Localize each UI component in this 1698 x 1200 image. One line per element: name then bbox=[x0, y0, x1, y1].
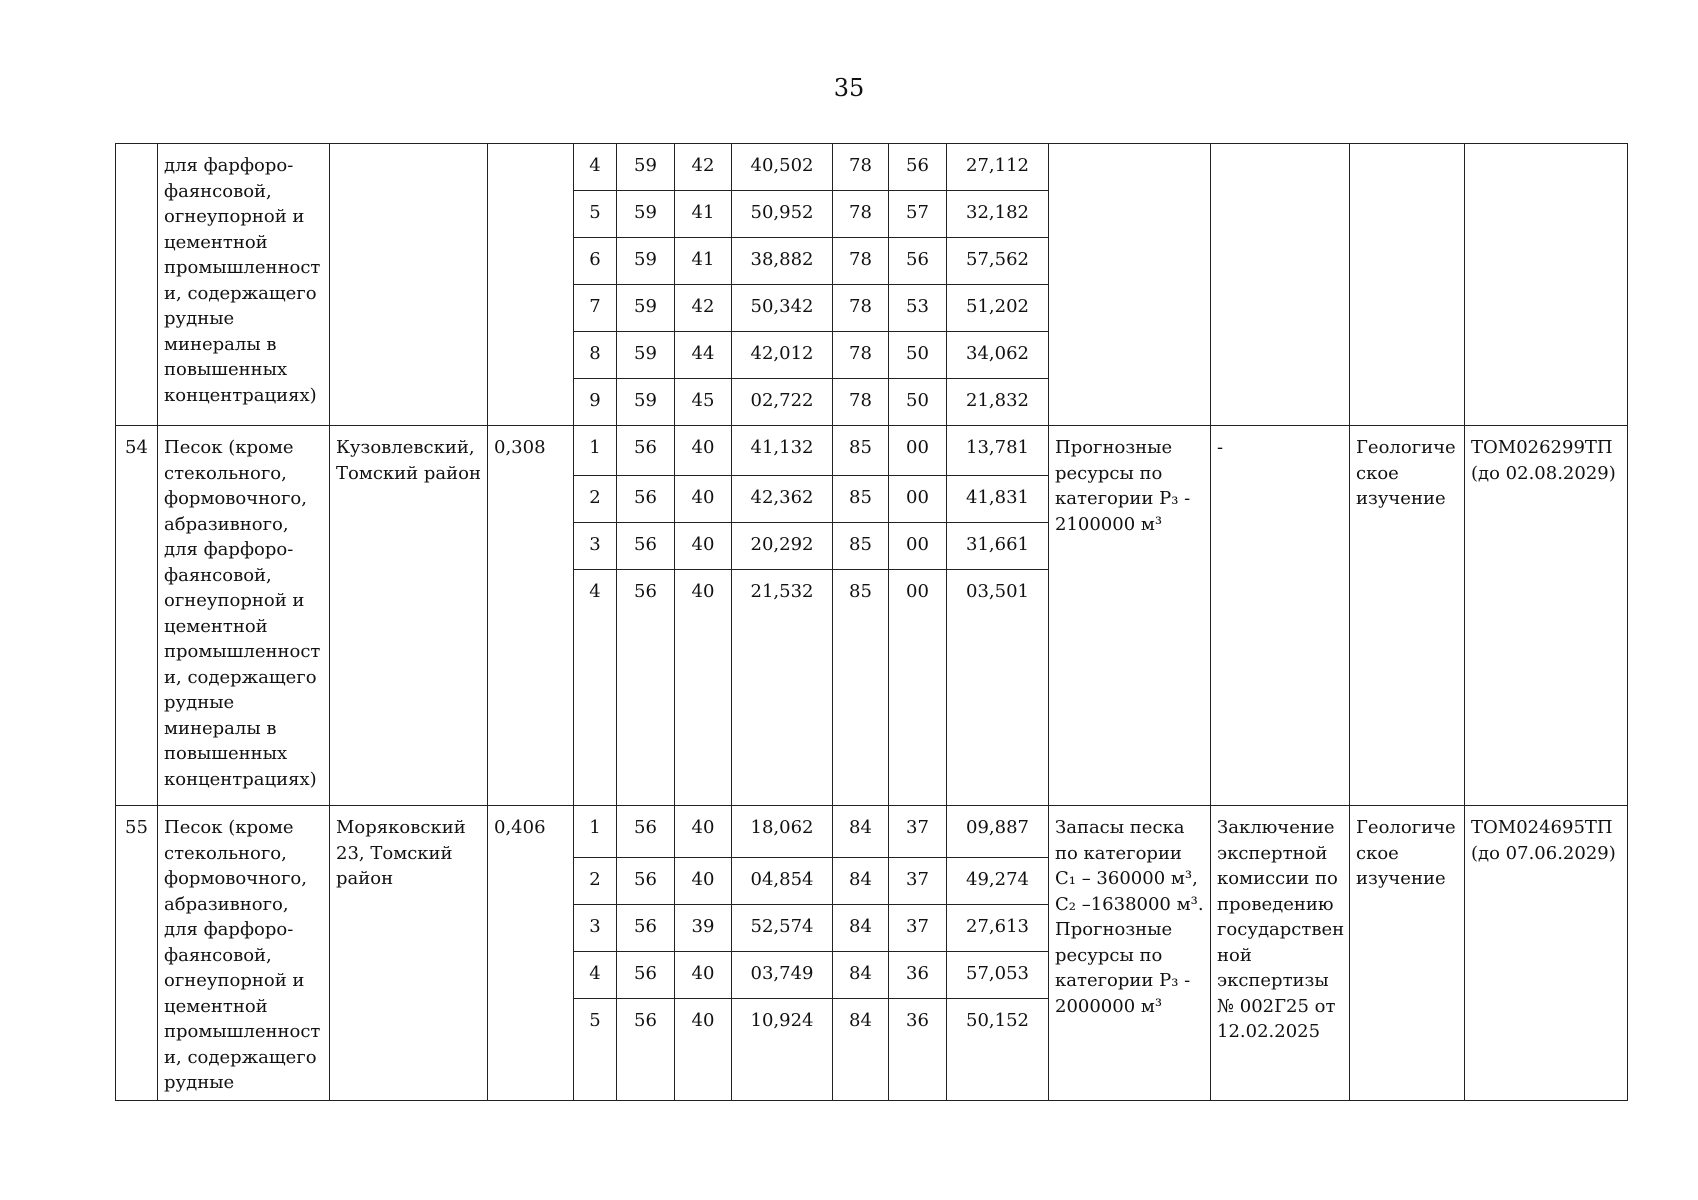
table-body bbox=[116, 144, 1628, 1101]
license-cell: ТОМ024695ТП (до 07.06.2029) bbox=[1465, 806, 1628, 1101]
license-cell bbox=[1465, 144, 1628, 426]
lon-seconds: 49,274 bbox=[947, 858, 1049, 905]
lat-minutes: 40 bbox=[675, 858, 732, 905]
lat-degrees: 59 bbox=[617, 285, 675, 332]
purpose-cell: Геологиче ское изучение bbox=[1350, 426, 1465, 806]
lon-seconds: 57,562 bbox=[947, 238, 1049, 285]
purpose-cell: Геологиче ское изучение bbox=[1350, 806, 1465, 1101]
point-number: 8 bbox=[574, 332, 617, 379]
lat-degrees: 56 bbox=[617, 905, 675, 952]
lat-minutes: 39 bbox=[675, 905, 732, 952]
lon-degrees: 84 bbox=[833, 858, 889, 905]
lat-degrees: 56 bbox=[617, 858, 675, 905]
lat-seconds: 02,722 bbox=[732, 379, 833, 426]
lon-minutes: 00 bbox=[889, 523, 947, 570]
lat-seconds: 21,532 bbox=[732, 570, 833, 806]
lat-seconds: 52,574 bbox=[732, 905, 833, 952]
lat-minutes: 44 bbox=[675, 332, 732, 379]
lat-minutes: 42 bbox=[675, 144, 732, 191]
lat-minutes: 40 bbox=[675, 952, 732, 999]
point-number: 1 bbox=[574, 426, 617, 476]
point-number: 4 bbox=[574, 144, 617, 191]
lat-seconds: 50,952 bbox=[732, 191, 833, 238]
lon-degrees: 78 bbox=[833, 238, 889, 285]
lat-seconds: 50,342 bbox=[732, 285, 833, 332]
lat-degrees: 56 bbox=[617, 806, 675, 858]
lat-degrees: 59 bbox=[617, 238, 675, 285]
lat-seconds: 04,854 bbox=[732, 858, 833, 905]
point-number: 4 bbox=[574, 952, 617, 999]
lat-degrees: 59 bbox=[617, 144, 675, 191]
area-cell: 0,406 bbox=[488, 806, 574, 1101]
resources-cell: Прогнозные ресурсы по категории Р₃ - 2100000 м³ bbox=[1049, 426, 1211, 806]
lon-seconds: 57,053 bbox=[947, 952, 1049, 999]
lon-degrees: 85 bbox=[833, 523, 889, 570]
area-cell bbox=[488, 144, 574, 426]
lon-minutes: 57 bbox=[889, 191, 947, 238]
purpose-cell bbox=[1350, 144, 1465, 426]
row-number: 54 bbox=[116, 426, 158, 806]
location-cell: Моряковский 23, Томский район bbox=[330, 806, 488, 1101]
lon-degrees: 85 bbox=[833, 476, 889, 523]
lon-degrees: 84 bbox=[833, 952, 889, 999]
lat-seconds: 42,362 bbox=[732, 476, 833, 523]
location-cell: Кузовлевский, Томский район bbox=[330, 426, 488, 806]
point-number: 1 bbox=[574, 806, 617, 858]
lon-degrees: 84 bbox=[833, 905, 889, 952]
point-number: 3 bbox=[574, 523, 617, 570]
lon-degrees: 78 bbox=[833, 191, 889, 238]
point-number: 9 bbox=[574, 379, 617, 426]
lon-degrees: 84 bbox=[833, 999, 889, 1101]
lat-minutes: 40 bbox=[675, 523, 732, 570]
lon-seconds: 34,062 bbox=[947, 332, 1049, 379]
license-cell: ТОМ026299ТП (до 02.08.2029) bbox=[1465, 426, 1628, 806]
lat-minutes: 41 bbox=[675, 238, 732, 285]
lon-seconds: 31,661 bbox=[947, 523, 1049, 570]
location-cell bbox=[330, 144, 488, 426]
lat-degrees: 56 bbox=[617, 999, 675, 1101]
document-cell bbox=[1211, 144, 1350, 426]
table-row bbox=[116, 806, 1628, 858]
lon-minutes: 37 bbox=[889, 806, 947, 858]
lon-degrees: 78 bbox=[833, 285, 889, 332]
lat-seconds: 03,749 bbox=[732, 952, 833, 999]
lon-seconds: 13,781 bbox=[947, 426, 1049, 476]
lat-minutes: 41 bbox=[675, 191, 732, 238]
mineral-cell: для фарфоро- фаянсовой, огнеупорной и цементной промышленност и, содержащего рудные минералы в повышенных концентрациях) bbox=[158, 144, 330, 426]
lat-degrees: 59 bbox=[617, 379, 675, 426]
point-number: 7 bbox=[574, 285, 617, 332]
point-number: 6 bbox=[574, 238, 617, 285]
point-number: 2 bbox=[574, 476, 617, 523]
lon-degrees: 85 bbox=[833, 426, 889, 476]
lat-seconds: 41,132 bbox=[732, 426, 833, 476]
lon-minutes: 37 bbox=[889, 905, 947, 952]
point-number: 3 bbox=[574, 905, 617, 952]
lat-degrees: 56 bbox=[617, 570, 675, 806]
lat-degrees: 56 bbox=[617, 476, 675, 523]
lon-degrees: 84 bbox=[833, 806, 889, 858]
lat-degrees: 56 bbox=[617, 952, 675, 999]
lon-seconds: 21,832 bbox=[947, 379, 1049, 426]
lon-minutes: 36 bbox=[889, 999, 947, 1101]
lat-degrees: 59 bbox=[617, 191, 675, 238]
lat-minutes: 40 bbox=[675, 999, 732, 1101]
lon-minutes: 36 bbox=[889, 952, 947, 999]
lat-degrees: 56 bbox=[617, 426, 675, 476]
document-cell: - bbox=[1211, 426, 1350, 806]
table-row bbox=[116, 426, 1628, 476]
lon-seconds: 41,831 bbox=[947, 476, 1049, 523]
resources-cell bbox=[1049, 144, 1211, 426]
lon-degrees: 85 bbox=[833, 570, 889, 806]
lat-seconds: 40,502 bbox=[732, 144, 833, 191]
point-number: 4 bbox=[574, 570, 617, 806]
lat-minutes: 40 bbox=[675, 426, 732, 476]
lon-minutes: 56 bbox=[889, 144, 947, 191]
document-cell: Заключение экспертной комиссии по проведению государствен ной экспертизы № 002Г25 от 12.02.2025 bbox=[1211, 806, 1350, 1101]
lat-minutes: 45 bbox=[675, 379, 732, 426]
lat-minutes: 40 bbox=[675, 806, 732, 858]
lat-seconds: 38,882 bbox=[732, 238, 833, 285]
table-row bbox=[116, 144, 1628, 191]
lon-seconds: 27,112 bbox=[947, 144, 1049, 191]
row-number: 55 bbox=[116, 806, 158, 1101]
lat-seconds: 18,062 bbox=[732, 806, 833, 858]
lat-seconds: 10,924 bbox=[732, 999, 833, 1101]
point-number: 5 bbox=[574, 191, 617, 238]
row-number bbox=[116, 144, 158, 426]
lon-seconds: 32,182 bbox=[947, 191, 1049, 238]
lat-degrees: 56 bbox=[617, 523, 675, 570]
lon-degrees: 78 bbox=[833, 144, 889, 191]
mineral-cell: Песок (кроме стекольного, формовочного, абразивного, для фарфоро- фаянсовой, огнеупорной и цементной промышленност и, содержащего рудные минералы в повышенных концентрациях) bbox=[158, 426, 330, 806]
lon-seconds: 09,887 bbox=[947, 806, 1049, 858]
lat-minutes: 42 bbox=[675, 285, 732, 332]
mineral-cell: Песок (кроме стекольного, формовочного, абразивного, для фарфоро- фаянсовой, огнеупорной и цементной промышленност и, содержащего рудные bbox=[158, 806, 330, 1101]
lon-minutes: 53 bbox=[889, 285, 947, 332]
lat-degrees: 59 bbox=[617, 332, 675, 379]
lon-minutes: 00 bbox=[889, 426, 947, 476]
lat-minutes: 40 bbox=[675, 570, 732, 806]
area-cell: 0,308 bbox=[488, 426, 574, 806]
lon-degrees: 78 bbox=[833, 379, 889, 426]
point-number: 2 bbox=[574, 858, 617, 905]
lon-minutes: 37 bbox=[889, 858, 947, 905]
page-number: 35 bbox=[833, 74, 865, 102]
lon-minutes: 50 bbox=[889, 379, 947, 426]
lon-minutes: 56 bbox=[889, 238, 947, 285]
lon-seconds: 03,501 bbox=[947, 570, 1049, 806]
lat-seconds: 20,292 bbox=[732, 523, 833, 570]
lon-seconds: 50,152 bbox=[947, 999, 1049, 1101]
lon-minutes: 00 bbox=[889, 570, 947, 806]
registry-table bbox=[115, 143, 1628, 1101]
lon-seconds: 51,202 bbox=[947, 285, 1049, 332]
lat-seconds: 42,012 bbox=[732, 332, 833, 379]
lon-degrees: 78 bbox=[833, 332, 889, 379]
point-number: 5 bbox=[574, 999, 617, 1101]
resources-cell: Запасы песка по категории С₁ – 360000 м³, С₂ –1638000 м³. Прогнозные ресурсы по категории Р₃ - 2000000 м³ bbox=[1049, 806, 1211, 1101]
lat-minutes: 40 bbox=[675, 476, 732, 523]
lon-minutes: 50 bbox=[889, 332, 947, 379]
lon-seconds: 27,613 bbox=[947, 905, 1049, 952]
lon-minutes: 00 bbox=[889, 476, 947, 523]
